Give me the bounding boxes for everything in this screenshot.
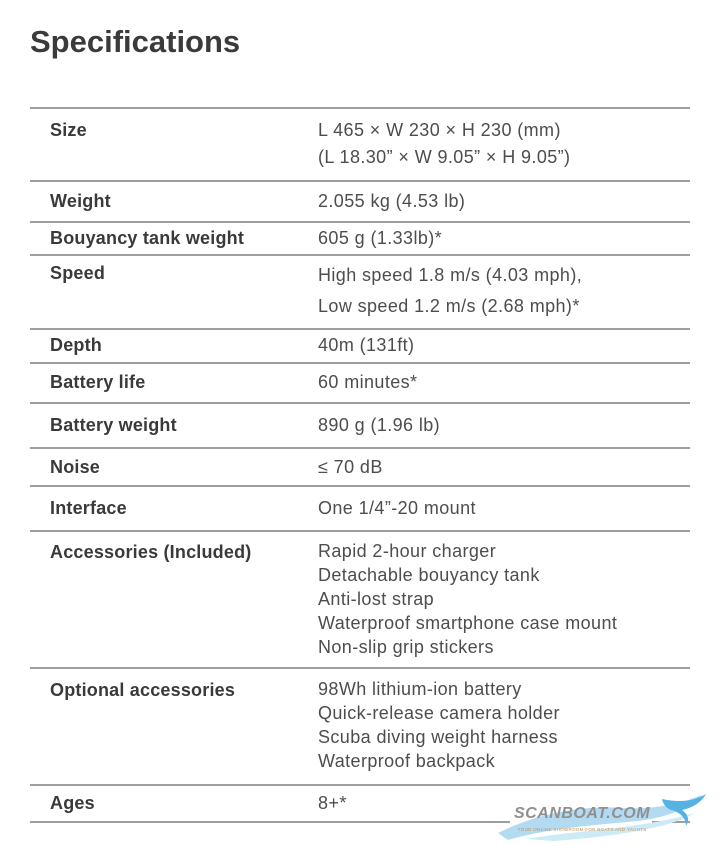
scanboat-watermark — [496, 792, 714, 844]
watermark-brand: SCANBOAT.COM — [514, 805, 651, 822]
spec-label: Interface — [50, 498, 127, 518]
table-row — [30, 667, 690, 784]
spec-label: Speed — [50, 263, 106, 283]
spec-value-line: High speed 1.8 m/s (4.03 mph), — [318, 265, 583, 285]
spec-values — [318, 454, 684, 481]
spec-values — [318, 332, 684, 359]
spec-value-line: Waterproof smartphone case mount — [318, 613, 618, 633]
spec-value-line: 60 minutes* — [318, 372, 418, 392]
spec-value-line: Rapid 2-hour charger — [318, 541, 497, 561]
spec-value-line: 605 g (1.33lb)* — [318, 228, 443, 248]
spec-values — [318, 369, 684, 396]
spec-value-line: L 465 × W 230 × H 230 (mm) — [318, 120, 561, 140]
spec-values — [318, 539, 684, 659]
spec-label: Ages — [50, 793, 95, 813]
spec-value-line: 40m (131ft) — [318, 335, 415, 355]
spec-value-line: (L 18.30” × W 9.05” × H 9.05”) — [318, 147, 571, 167]
spec-value-line: Anti-lost strap — [318, 589, 435, 609]
spec-value-line: Non-slip grip stickers — [318, 637, 494, 657]
spec-values — [318, 260, 684, 322]
spec-label: Depth — [50, 335, 102, 355]
spec-value-line: Waterproof backpack — [318, 751, 496, 771]
spec-value-line: Detachable bouyancy tank — [318, 565, 540, 585]
table-row — [30, 107, 690, 180]
spec-label: Noise — [50, 457, 101, 477]
table-row — [30, 328, 690, 362]
spec-values — [318, 677, 684, 773]
table-row — [30, 180, 690, 221]
spec-value-line: One 1/4”-20 mount — [318, 498, 476, 518]
spec-label: Battery weight — [50, 415, 177, 435]
spec-label: Weight — [50, 191, 111, 211]
spec-value-line: ≤ 70 dB — [318, 457, 383, 477]
spec-values — [318, 495, 684, 522]
table-row — [30, 447, 690, 485]
table-row — [30, 402, 690, 447]
spec-label: Battery life — [50, 372, 146, 392]
spec-label: Accessories (Included) — [50, 542, 252, 562]
spec-value-line: 890 g (1.96 lb) — [318, 415, 441, 435]
spec-values — [318, 188, 684, 215]
spec-value-line: Low speed 1.2 m/s (2.68 mph)* — [318, 296, 580, 316]
spec-value-line: Scuba diving weight harness — [318, 727, 558, 747]
spec-value-line: 8+* — [318, 793, 347, 813]
table-row — [30, 530, 690, 667]
spec-label: Optional accessories — [50, 680, 236, 700]
table-row — [30, 485, 690, 530]
spec-values — [318, 225, 684, 252]
page-title: Specifications — [30, 24, 241, 59]
spec-value-line: Quick-release camera holder — [318, 703, 560, 723]
table-row — [30, 362, 690, 402]
spec-value-line: 2.055 kg (4.53 lb) — [318, 191, 466, 211]
table-row — [30, 221, 690, 254]
watermark-tagline: YOUR ONLINE SHOWROOM FOR BOATS AND YACHTS — [517, 827, 647, 832]
spec-label: Size — [50, 120, 87, 140]
spec-values — [318, 412, 684, 439]
specifications-table — [30, 107, 690, 823]
table-row — [30, 254, 690, 328]
spec-value-line: 98Wh lithium-ion battery — [318, 679, 522, 699]
spec-label: Bouyancy tank weight — [50, 228, 245, 248]
spec-values — [318, 117, 684, 171]
